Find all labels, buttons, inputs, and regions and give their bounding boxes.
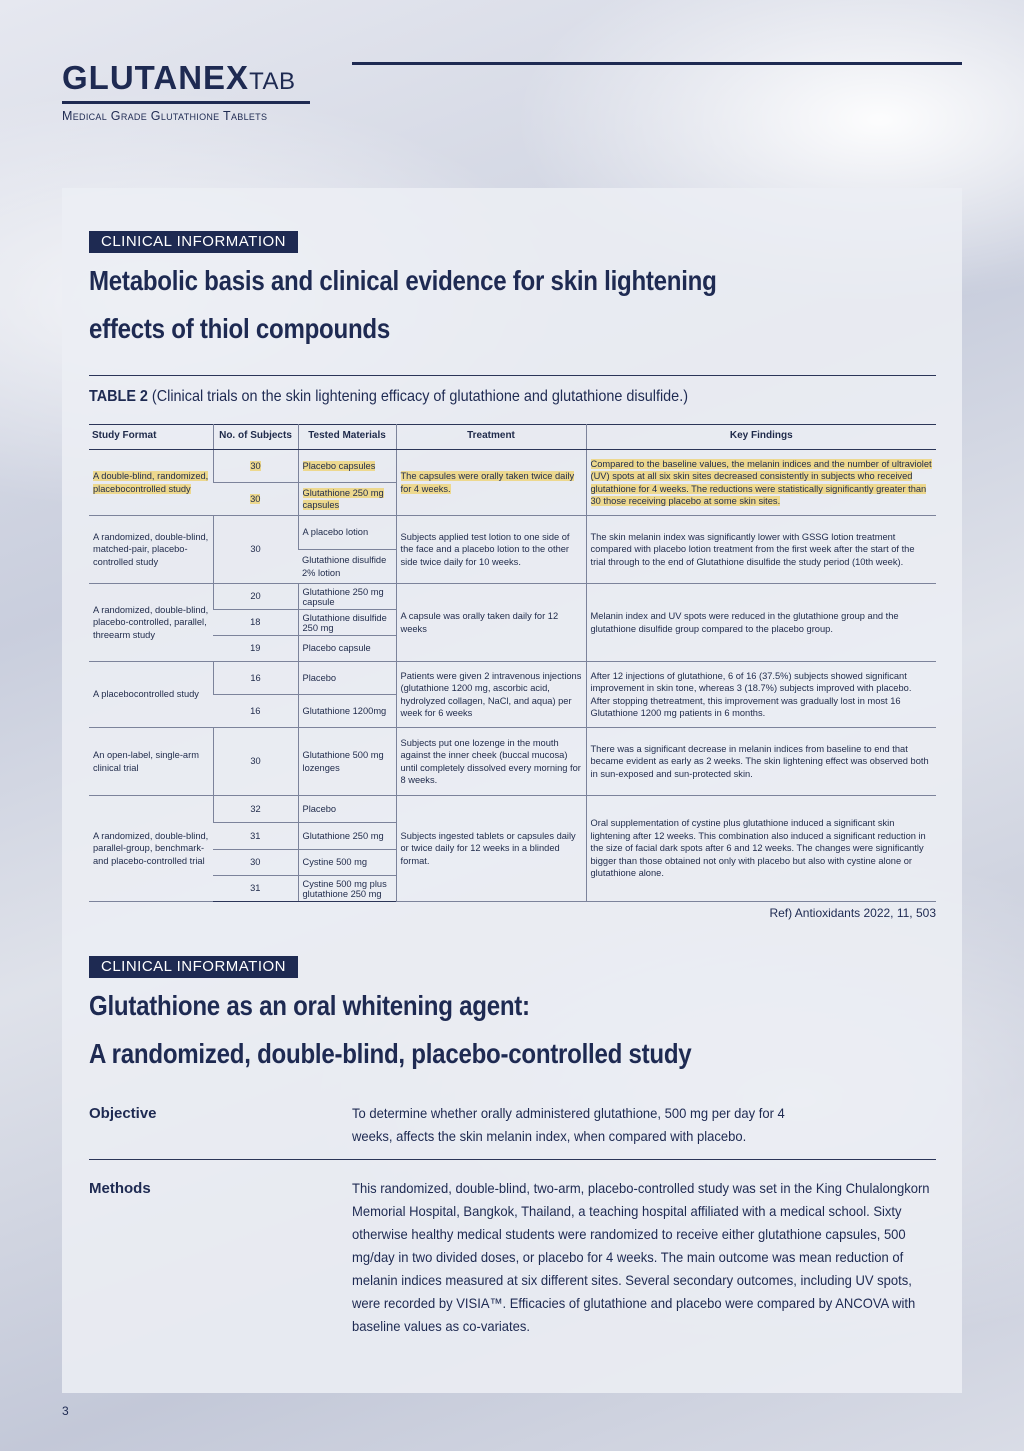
finding-text: Oral supplementation of cystine plus glutathione induced a significant skin lightening after 12 weeks. This combination also induced a significant reduction in the size of facial dark spots after 6 and 12 weeks. The changes were significantly bigger than those obtained not only with placebo but also with cystine alone or glutathione alone.: [586, 796, 936, 902]
material-cell: [298, 483, 396, 516]
table-caption: [89, 388, 688, 406]
objective-label: Objective: [89, 1105, 157, 1122]
treatment-cell: [396, 450, 586, 516]
subjects-count: 30: [213, 516, 298, 584]
tested-material: A placebo lotion: [298, 516, 396, 550]
study-format: A randomized, double-blind, parallel-group, benchmark- and placebo-controlled trial: [89, 796, 213, 902]
brand-name: GLUTANEX: [62, 59, 250, 96]
finding-cell: [586, 450, 936, 516]
subjects-count: 31: [213, 876, 298, 902]
objective-text: To determine whether orally administered glutathione, 500 mg per day for 4 weeks, affects the skin melanin index, when compared with placebo.: [352, 1105, 785, 1144]
table-row: [89, 796, 936, 823]
tested-material: Placebo: [298, 796, 396, 823]
subjects-count: 16: [213, 695, 298, 728]
tested-material: Glutathione 250 mg capsule: [298, 584, 396, 610]
tested-material: Cystine 500 mg: [298, 850, 396, 876]
study-format: A placebocontrolled study: [89, 662, 213, 728]
table-row: [89, 584, 936, 610]
section2-badge: CLINICAL INFORMATION: [89, 956, 298, 978]
methods-label: Methods: [89, 1180, 151, 1197]
caption-top-rule: [89, 375, 936, 376]
table-row: [89, 450, 936, 483]
subjects-count: 20: [213, 584, 298, 610]
column-header: Study Format: [89, 424, 213, 450]
treatment-text: Subjects applied test lotion to one side of the face and a placebo lotion to the other side twice daily for 10 weeks.: [396, 516, 586, 584]
subjects-count: 30: [213, 728, 298, 796]
subjects-count: 31: [213, 823, 298, 850]
study-format-cell: [89, 450, 213, 516]
finding-text: Compared to the baseline values, the melanin indices and the number of ultraviolet (UV) spots at all six skin sites decreased consistently in subjects who received glutathione for 4 weeks. The reductions were statistically significantly greater than 30 those receiving placebo at some skin sites.: [590, 458, 932, 506]
subjects-cell: [213, 450, 298, 483]
subjects-cell: [213, 483, 298, 516]
tested-material: Placebo capsule: [298, 636, 396, 662]
treatment-text: A capsule was orally taken daily for 12 weeks: [396, 584, 586, 662]
subjects-count: 19: [213, 636, 298, 662]
brand-suffix: TAB: [249, 68, 296, 95]
page-number: 3: [62, 1404, 69, 1418]
tested-material: Glutathione disulfide 2% lotion: [298, 550, 396, 584]
subjects-count: 30: [213, 850, 298, 876]
section2-title-line2: A randomized, double-blind, placebo-controlled study: [89, 1038, 692, 1069]
methods-section: [89, 1177, 936, 1342]
tested-material: Glutathione 500 mg lozenges: [298, 728, 396, 796]
clinical-trials-table: [89, 424, 936, 902]
section1-badge: CLINICAL INFORMATION: [89, 231, 298, 253]
logo-underline: [62, 101, 310, 104]
column-header: Tested Materials: [298, 424, 396, 450]
column-header: Key Findings: [586, 424, 936, 450]
finding-text: Melanin index and UV spots were reduced in the glutathione group and the glutathione disulfide group compared to the placebo group.: [586, 584, 936, 662]
table-caption-text: (Clinical trials on the skin lightening efficacy of glutathione and glutathione disulfide.): [147, 388, 688, 405]
brand-tagline: Medical Grade Glutathione Tablets: [62, 109, 268, 123]
subjects-count: 30: [250, 460, 261, 471]
tested-material: Placebo capsules: [302, 460, 376, 471]
column-header: No. of Subjects: [213, 424, 298, 450]
subjects-count: 18: [213, 610, 298, 636]
table-row: [89, 728, 936, 796]
treatment-text: Subjects ingested tablets or capsules daily or twice daily for 12 weeks in a blinded format.: [396, 796, 586, 902]
finding-text: After 12 injections of glutathione, 6 of 16 (37.5%) subjects showed significant improvement in skin tone, whereas 3 (18.7%) subjects improved with placebo. After stopping thetreatment, this improvement was gradually lost in most 16 Glutathione 1200 mg patients in 6 months.: [586, 662, 936, 728]
section1-title-line2: effects of thiol compounds: [89, 313, 390, 344]
finding-text: There was a significant decrease in melanin indices from baseline to end that became evident as early as 2 weeks. The skin lightening effect was observed both in sun-exposed and sun-protected skin.: [586, 728, 936, 796]
subjects-count: 30: [250, 493, 261, 504]
table-caption-label: TABLE 2: [89, 388, 148, 405]
subjects-count: 16: [213, 662, 298, 695]
finding-text: The skin melanin index was significantly lower with GSSG lotion treatment compared with placebo lotion treatment from the first week after the start of the trial through to the end of Glutathione disulfide the study period (10th week).: [586, 516, 936, 584]
treatment-text: Subjects put one lozenge in the mouth against the inner cheek (buccal mucosa) until completely dissolved every morning for 8 weeks.: [396, 728, 586, 796]
section1-title-line1: Metabolic basis and clinical evidence for skin lightening: [89, 265, 717, 296]
header-rule: [352, 62, 962, 65]
table-reference: Ref) Antioxidants 2022, 11, 503: [769, 906, 936, 920]
tested-material: Glutathione 1200mg: [298, 695, 396, 728]
study-format: A double-blind, randomized, placebocontrolled study: [93, 471, 209, 494]
tested-material: Glutathione 250 mg: [298, 823, 396, 850]
study-format: A randomized, double-blind, matched-pair, placebo-controlled study: [89, 516, 213, 584]
brand-logo: [62, 60, 312, 100]
treatment-text: The capsules were orally taken twice daily for 4 weeks.: [400, 471, 575, 494]
table-row: [89, 662, 936, 695]
material-cell: [298, 450, 396, 483]
tested-material: Glutathione disulfide 250 mg: [298, 610, 396, 636]
study-format: A randomized, double-blind, placebo-controlled, parallel, threearm study: [89, 584, 213, 662]
table-row: [89, 516, 936, 550]
objective-divider: [89, 1159, 936, 1160]
tested-material: Cystine 500 mg plus glutathione 250 mg: [298, 876, 396, 902]
tested-material: Placebo: [298, 662, 396, 695]
tested-material: Glutathione 250 mg capsules: [302, 487, 384, 510]
treatment-text: Patients were given 2 intravenous injections (glutathione 1200 mg, ascorbic acid, hydrolyzed collagen, NaCl, and aqua) per week for 6 weeks: [396, 662, 586, 728]
brand-header: [62, 60, 312, 123]
study-format: An open-label, single-arm clinical trial: [89, 728, 213, 796]
column-header: Treatment: [396, 424, 586, 450]
objective-section: [89, 1102, 936, 1152]
section2-title-line1: Glutathione as an oral whitening agent:: [89, 990, 530, 1021]
subjects-count: 32: [213, 796, 298, 823]
table-header-row: [89, 424, 936, 450]
methods-text: This randomized, double-blind, two-arm, placebo-controlled study was set in the King Chulalongkorn Memorial Hospital, Bangkok, Thailand, a teaching hospital affiliated with a medical school. Sixty otherwise healthy medical students were randomized to receive either glutathione capsules, 500 mg/day in two divided doses, or placebo for 4 weeks. The main outcome was mean reduction of melanin indices measured at six different sites. Several secondary outcomes, including UV spots, were recorded by VISIA™. Efficacies of glutathione and placebo were compared by ANCOVA with baseline values as co-variates.: [352, 1180, 930, 1334]
